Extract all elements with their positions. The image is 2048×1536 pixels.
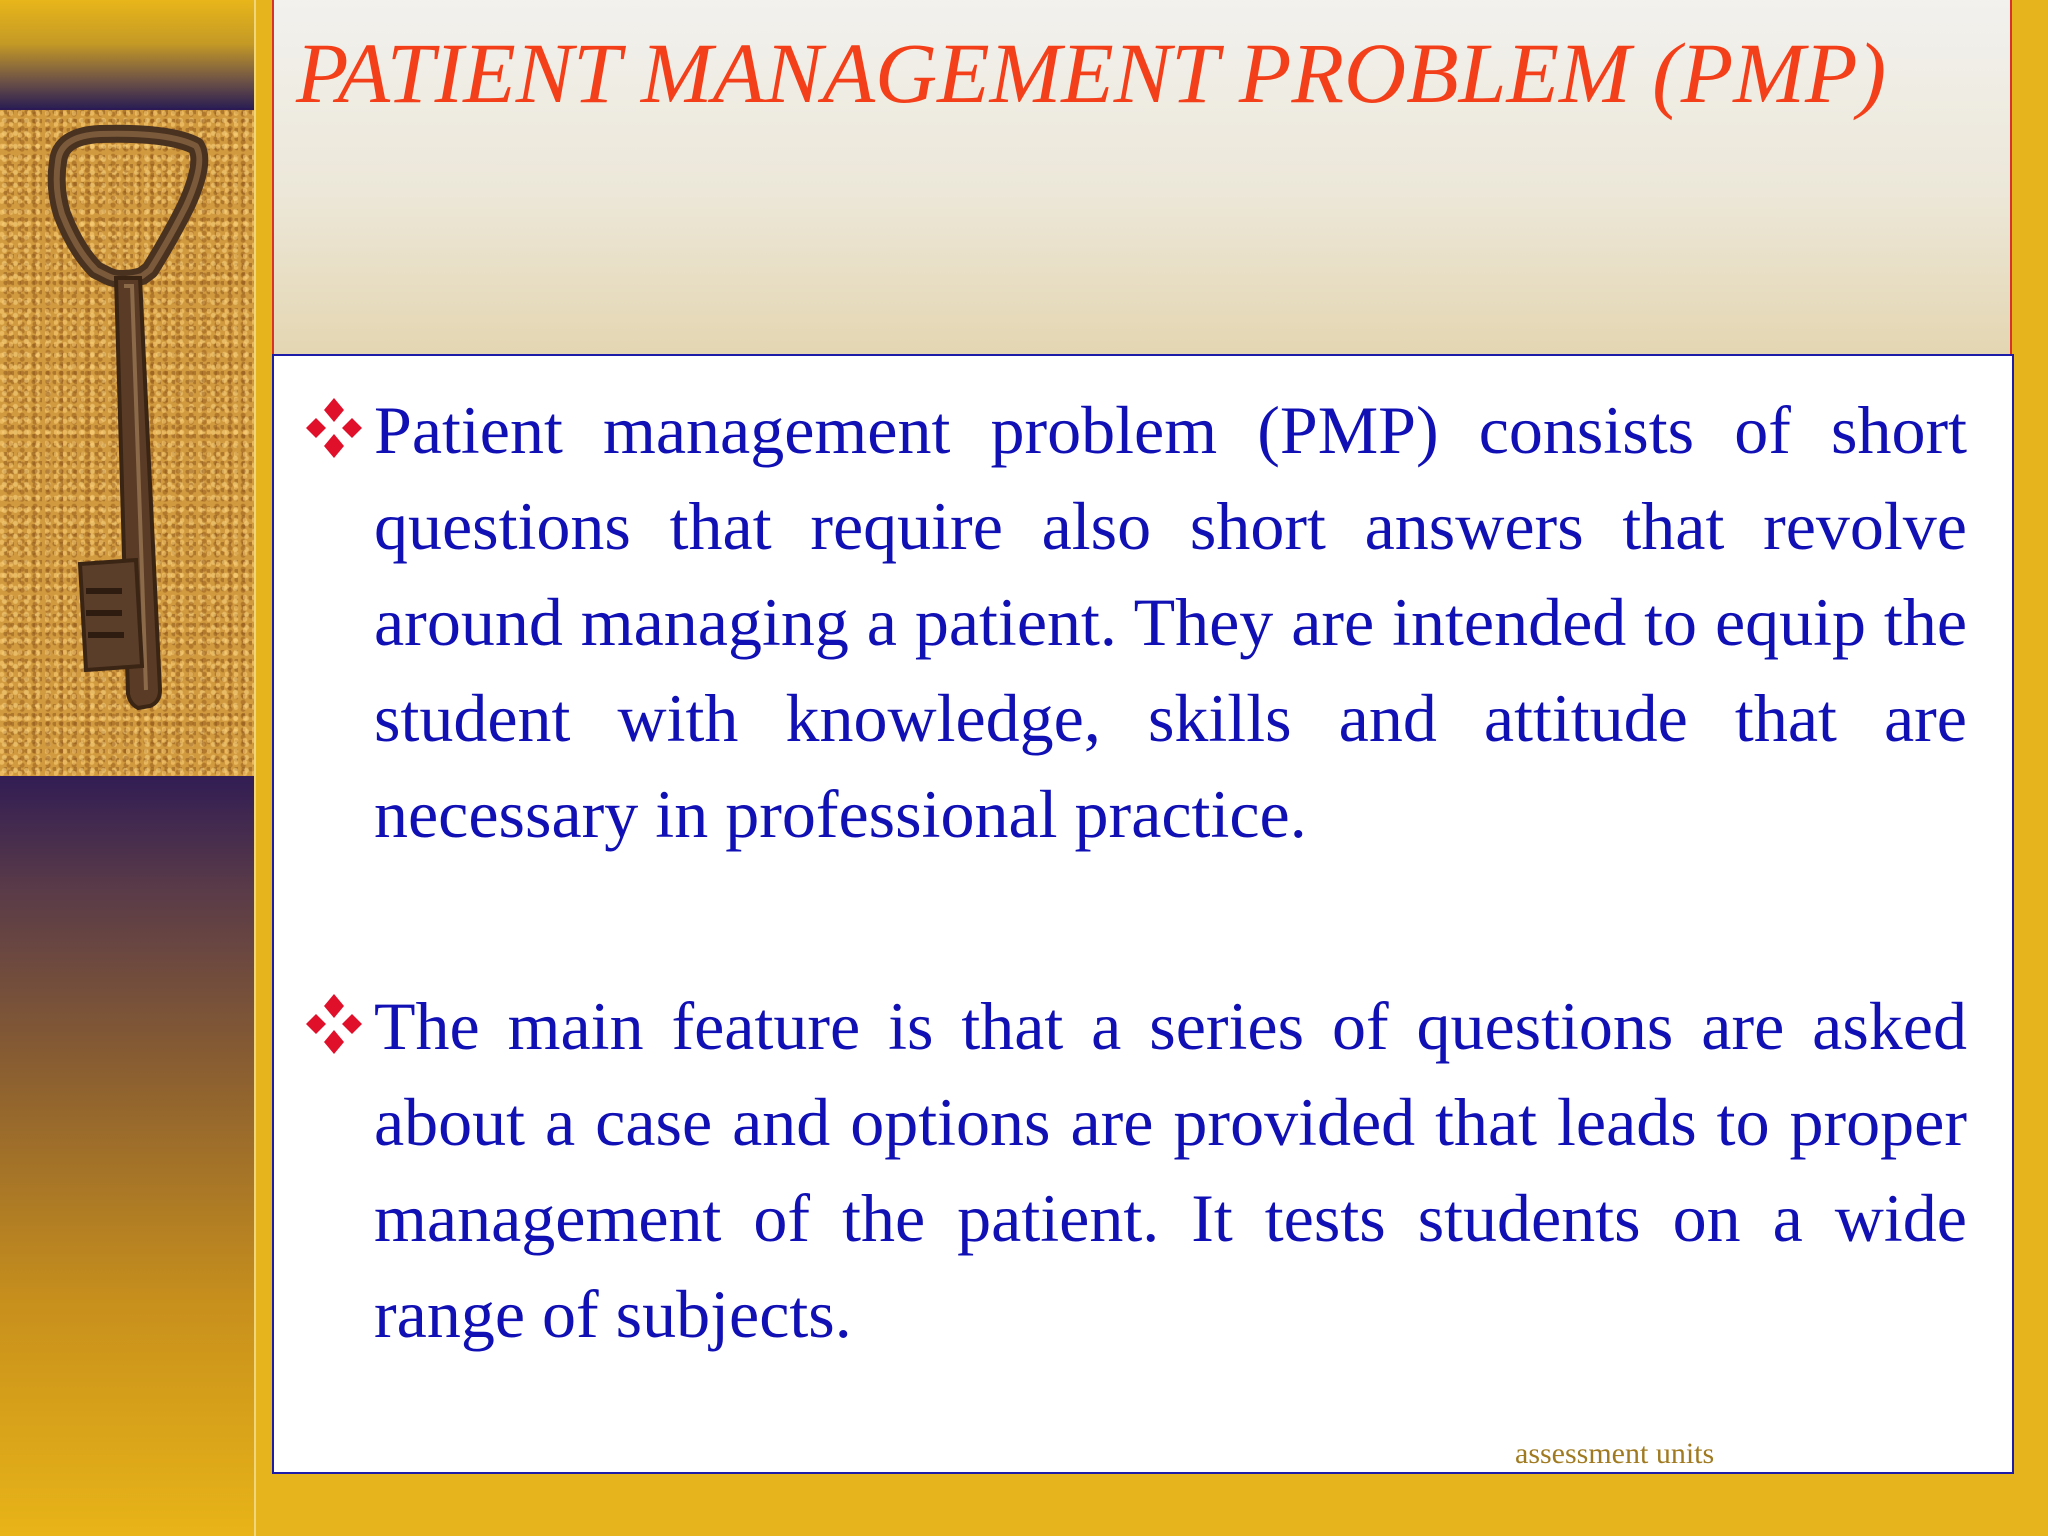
strip-divider xyxy=(254,0,256,1536)
bullet-item xyxy=(302,978,1967,1362)
key-photo xyxy=(0,110,254,776)
four-diamond-bullet-icon xyxy=(302,396,366,460)
bullet-text: The main feature is that a series of questions are asked about a case and options are provided that leads to proper management of the patient. It tests students on a wide range of subjects. xyxy=(374,988,1967,1352)
slide-title: PATIENT MANAGEMENT PROBLEM (PMP) xyxy=(296,25,1887,121)
title-panel xyxy=(272,0,2012,354)
content-panel xyxy=(272,354,2014,1474)
left-decorative-strip xyxy=(0,0,256,1536)
bullet-text: Patient management problem (PMP) consists of short questions that require also short answers that revolve around managing a patient. They are intended to equip the student with knowledge, skills and attitude that are necessary in professional practice. xyxy=(374,392,1967,852)
old-key-icon xyxy=(0,110,254,776)
strip-top-gradient xyxy=(0,0,254,108)
footer-text: assessment units xyxy=(1515,1437,1715,1470)
bullet-item xyxy=(302,382,1967,862)
four-diamond-bullet-icon xyxy=(302,992,366,1056)
